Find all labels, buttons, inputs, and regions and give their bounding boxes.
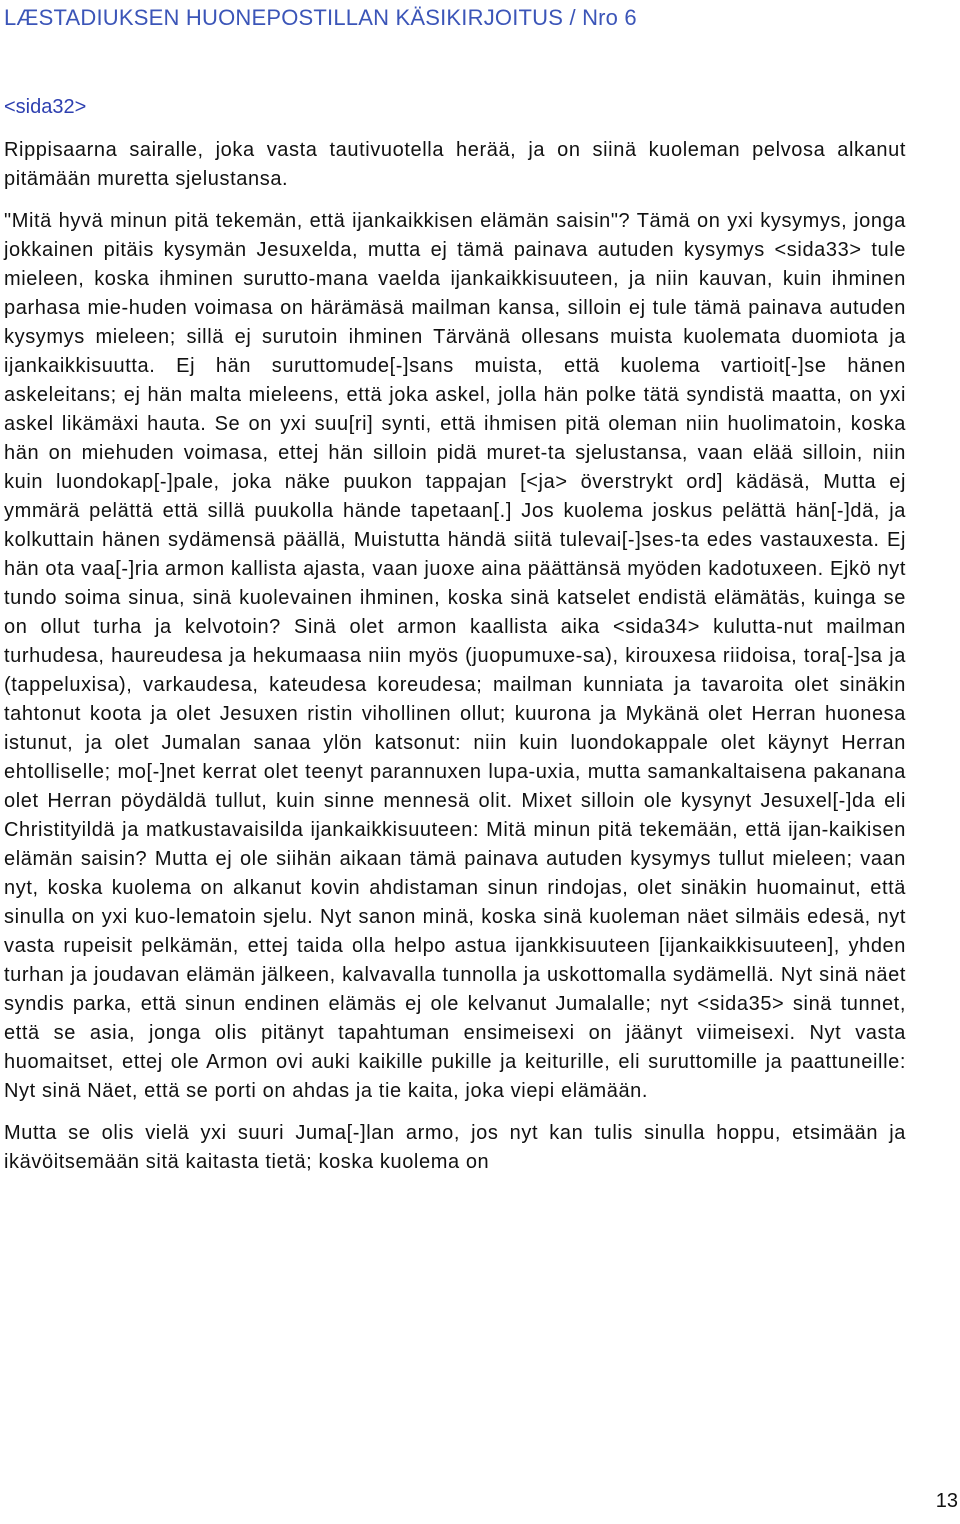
page-number: 13 bbox=[935, 1490, 958, 1512]
paragraph-main: "Mitä hyvä minun pitä tekemän, että ijankaikkisen elämän saisin"? Tämä on yxi kysymys, jonga jokkainen pitäis kysymän Jesuxelda, mutta ej tämä painava autuden kysymys <sida33> tule mieleen, koska ihminen surutto-mana vaelda ijankaikkisuuteen, ja niin kauvan, kuin ihminen parhasa mie-huden voimasa on härämäsä mailman kansa, silloin ej tule tämä painava autuden kysymys mieleen; sillä ej surutoin ihminen Tärvänä ollesans muista kuolemata duomiota ja ijankaikkisuutta. Ej hän suruttomude[-]sans muista, että kuolema vartioit[-]se hänen askeleitans; ej hän malta mieleens, että joka askel, jolla hän polke tätä syndistä maatta, on yxi askel likämäxi hauta. Se on yxi suu[ri] synti, että ihmisen pitä oleman niin huolimatoin, koska hän on miehuden voimasa, ettej hän silloin pidä muret-ta sjelustansa, vaan elää silloin, niin kuin luondokap[-]pale, joka näke puukon tappajan [<ja> överstrykt ord] kädäsä, Mutta ej ymmärä pelättä että sillä puukolla hände tapetaan[.] Jos kuolema joskus pelättä hän[-]dä, ja kolkuttain hänen sydämensä päällä, Muistutta händä siitä tulevai[-]ses-ta edes vastauxesta. Ej hän ota vaa[-]ria armon kallista ajasta, vaan juoxe aina päättänsä myöden kadotuxeen. Ejkö nyt tundo soima sinua, sinä kuolevainen ihminen, koska sinä katselet endistä elämätäs, kuinga se on ollut turha ja kelvotoin? Sinä olet armon kaallista aika <sida34> kulutta-nut mailman turhudesa, haureudesa ja hekumaasa niin myös (juopumuxe-sa), kirouxesa riidoisa, tora[-]sa ja (tappeluxisa), varkaudesa, kateudesa koreudesa; mailman kunniata ja tavaroita olet sinäkin tahtonut koota ja olet Jesuxen ristin vihollinen ollut; kuurona ja Mykänä olet Herran huonesa istunut, ja olet Jumalan sanaa ylön katsonut: niin kuin luondokappale olet käynyt Herran ehtolliselle; mo[-]net kerrat olet teenyt parannuxen lupa-uxia, mutta samankaltaisena pakanana olet Herran pöydäldä tullut, kuin sinne mennesä olit. Mixet silloin ole kysynyt Jesuxel[-]da eli Christityildä ja matkustavaisilda ijankaikkisuuteen: Mitä minun pitä tekemään, että ijan-kaikisen elämän saisin? Mutta ej ole siihän aikaan tämä painava autuden kysymys tullut mieleen; vaan nyt, koska kuolema on alkanut kovin ahdistaman sinun rindojas, olet sinäkin huomainut, että sinulla on yxi kuo-lematoin sjelu. Nyt sanon minä, koska sinä kuoleman näet silmäis edesä, nyt vasta rupeisit pelkämän, ettej taida olla helpo astua ijankkisuuteen [ijankaikkisuuteen], yhden turhan ja joudavan elämän jälkeen, kalvavalla tunnolla ja uskottomalla sydämellä. Nyt sinä näet syndis parka, että sinun endinen elämäs ej ole kelvanut Jumalalle; nyt <sida35> sinä tunnet, että se asia, jonga olis pitänyt tapahtuman ensimeisexi on jäänyt viimeisexi. Nyt vasta huomaitset, ettej ole Armon ovi auki kaikille pukille ja keiturille, eli suruttomille ja paattuneille: Nyt sinä Näet, että se porti on ahdas ja tie kaita, joka viepi elämään. bbox=[4, 210, 906, 1102]
document-body bbox=[4, 136, 906, 1177]
paragraph-continuation: Mutta se olis vielä yxi suuri Juma[-]lan armo, jos nyt kan tulis sinulla hoppu, etsimään ja ikävöitsemään sitä kaitasta tietä; koska kuolema on bbox=[4, 1122, 906, 1173]
paragraph-intro: Rippisaarna sairalle, joka vasta tautivuotella herää, ja on siinä kuoleman pelvosa alkanut pitämään muretta sjelustansa. bbox=[4, 139, 906, 190]
page-marker: <sida32> bbox=[4, 96, 87, 118]
document-header: LÆSTADIUKSEN HUONEPOSTILLAN KÄSIKIRJOITUS / Nro 6 bbox=[4, 5, 637, 30]
